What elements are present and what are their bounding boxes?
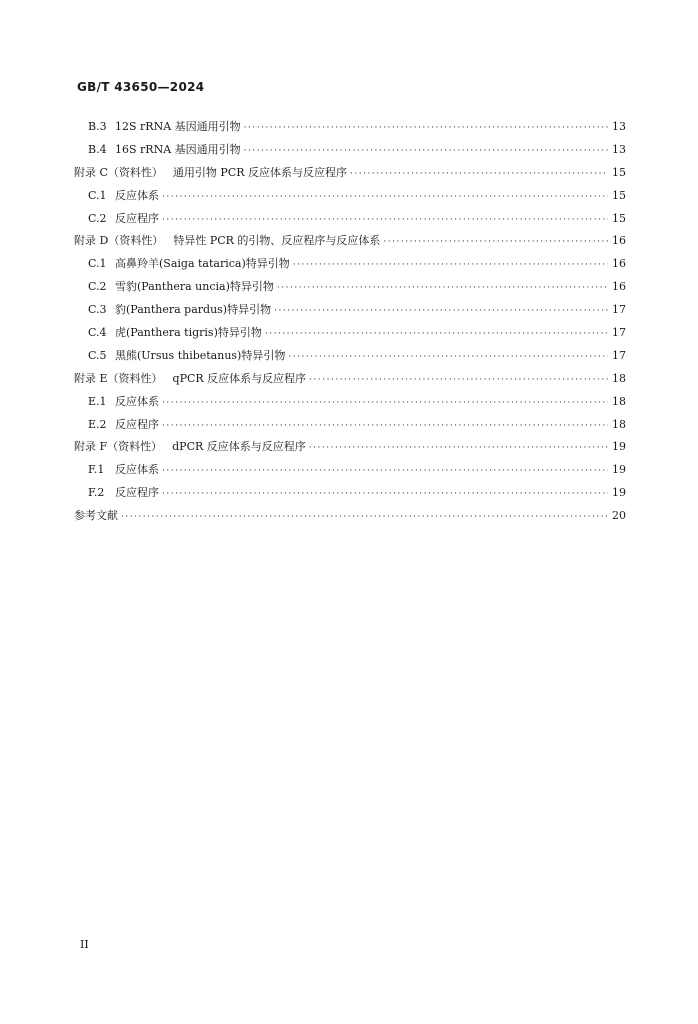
toc-entry-page-number: 16 [612,280,626,294]
toc-entry[interactable] [0,482,698,505]
toc-entry-number: C.2 [88,280,107,294]
toc-entry-title: 反应程序 [115,417,159,431]
dot-leader [244,140,608,163]
toc-entry-page-number: 16 [612,234,626,248]
toc-entry-page-number: 19 [612,486,626,500]
dot-leader [288,346,608,369]
toc-entry-title: 反应体系 [115,463,159,477]
toc-entry-page-number: 19 [612,440,626,454]
toc-entry-page-number: 20 [612,509,626,523]
toc-entry-number: F.2 [88,486,105,500]
toc-entry[interactable] [0,322,698,345]
standard-code-header: GB/T 43650—2024 [77,80,205,94]
toc-entry-page-number: 18 [612,371,626,385]
dot-leader [162,392,608,415]
toc-entry-number: C.1 [88,188,107,202]
toc-entry-title: 反应程序 [115,486,159,500]
toc-entry-page-number: 19 [612,463,626,477]
toc-entry-number: E.1 [88,394,107,408]
toc-entry-page-number: 13 [612,120,626,133]
dot-leader [121,506,608,529]
toc-entry-page-number: 17 [612,303,626,317]
table-of-contents [0,116,698,528]
dot-leader [162,209,608,232]
toc-entry[interactable] [0,116,698,139]
toc-entry-page-number: 16 [612,257,626,271]
dot-leader [244,117,608,140]
dot-leader [162,415,608,438]
toc-entry-number: B.4 [88,142,107,156]
dot-leader [274,300,608,323]
toc-entry-number: C.4 [88,326,107,340]
toc-entry-title: 黑熊(Ursus thibetanus)特异引物 [115,348,286,362]
dot-leader [309,369,608,392]
toc-entry[interactable] [0,505,698,528]
toc-entry-title: 12S rRNA 基因通用引物 [115,120,241,133]
dot-leader [350,163,608,186]
toc-entry-page-number: 15 [612,188,626,202]
toc-entry-number: 附录 F（资料性） [74,440,163,454]
toc-entry-title: 反应体系 [115,394,159,408]
toc-entry[interactable] [0,459,698,482]
toc-entry[interactable] [0,414,698,437]
toc-entry[interactable] [0,368,698,391]
toc-entry-number: C.1 [88,257,107,271]
toc-entry[interactable] [0,436,698,459]
toc-entry-number: 附录 C（资料性） [74,165,163,179]
toc-entry-number: 附录 D（资料性） [74,234,164,248]
toc-entry-number: C.3 [88,303,107,317]
toc-entry-title: 雪豹(Panthera uncia)特异引物 [115,280,274,294]
dot-leader [162,460,608,483]
dot-leader [293,254,608,277]
toc-entry-title: dPCR 反应体系与反应程序 [172,440,306,454]
dot-leader [309,437,608,460]
toc-entry[interactable] [0,208,698,231]
toc-entry[interactable] [0,299,698,322]
toc-entry-number: F.1 [88,463,105,477]
page-folio: II [80,938,89,951]
toc-entry-title: 反应程序 [115,211,159,225]
toc-entry-title: 高鼻羚羊(Saiga tatarica)特异引物 [115,257,290,271]
toc-entry[interactable] [0,391,698,414]
toc-entry-title: qPCR 反应体系与反应程序 [172,371,307,385]
toc-entry-title: 参考文献 [74,509,118,523]
toc-entry-page-number: 17 [612,326,626,340]
dot-leader [277,277,608,300]
toc-entry-page-number: 17 [612,348,626,362]
toc-entry-page-number: 13 [612,142,626,156]
toc-entry-page-number: 18 [612,394,626,408]
dot-leader [383,231,608,254]
toc-entry[interactable] [0,253,698,276]
toc-entry[interactable] [0,185,698,208]
toc-entry[interactable] [0,345,698,368]
toc-entry-number: B.3 [88,120,107,133]
dot-leader [162,186,608,209]
toc-entry-title: 16S rRNA 基因通用引物 [115,142,241,156]
toc-entry-number: 附录 E（资料性） [74,371,163,385]
toc-entry-title: 豹(Panthera pardus)特异引物 [115,303,272,317]
toc-entry-title: 特异性 PCR 的引物、反应程序与反应体系 [173,234,381,248]
dot-leader [162,483,608,506]
toc-entry-title: 反应体系 [115,188,159,202]
toc-entry-title: 通用引物 PCR 反应体系与反应程序 [172,165,348,179]
toc-entry-title: 虎(Panthera tigris)特异引物 [115,326,262,340]
toc-entry[interactable] [0,162,698,185]
toc-entry-number: C.2 [88,211,107,225]
toc-entry-page-number: 18 [612,417,626,431]
toc-entry-number: E.2 [88,417,107,431]
dot-leader [265,323,608,346]
toc-entry[interactable] [0,276,698,299]
toc-entry[interactable] [0,139,698,162]
toc-entry[interactable] [0,230,698,253]
toc-entry-page-number: 15 [612,211,626,225]
toc-entry-number: C.5 [88,348,107,362]
toc-entry-page-number: 15 [612,165,626,179]
